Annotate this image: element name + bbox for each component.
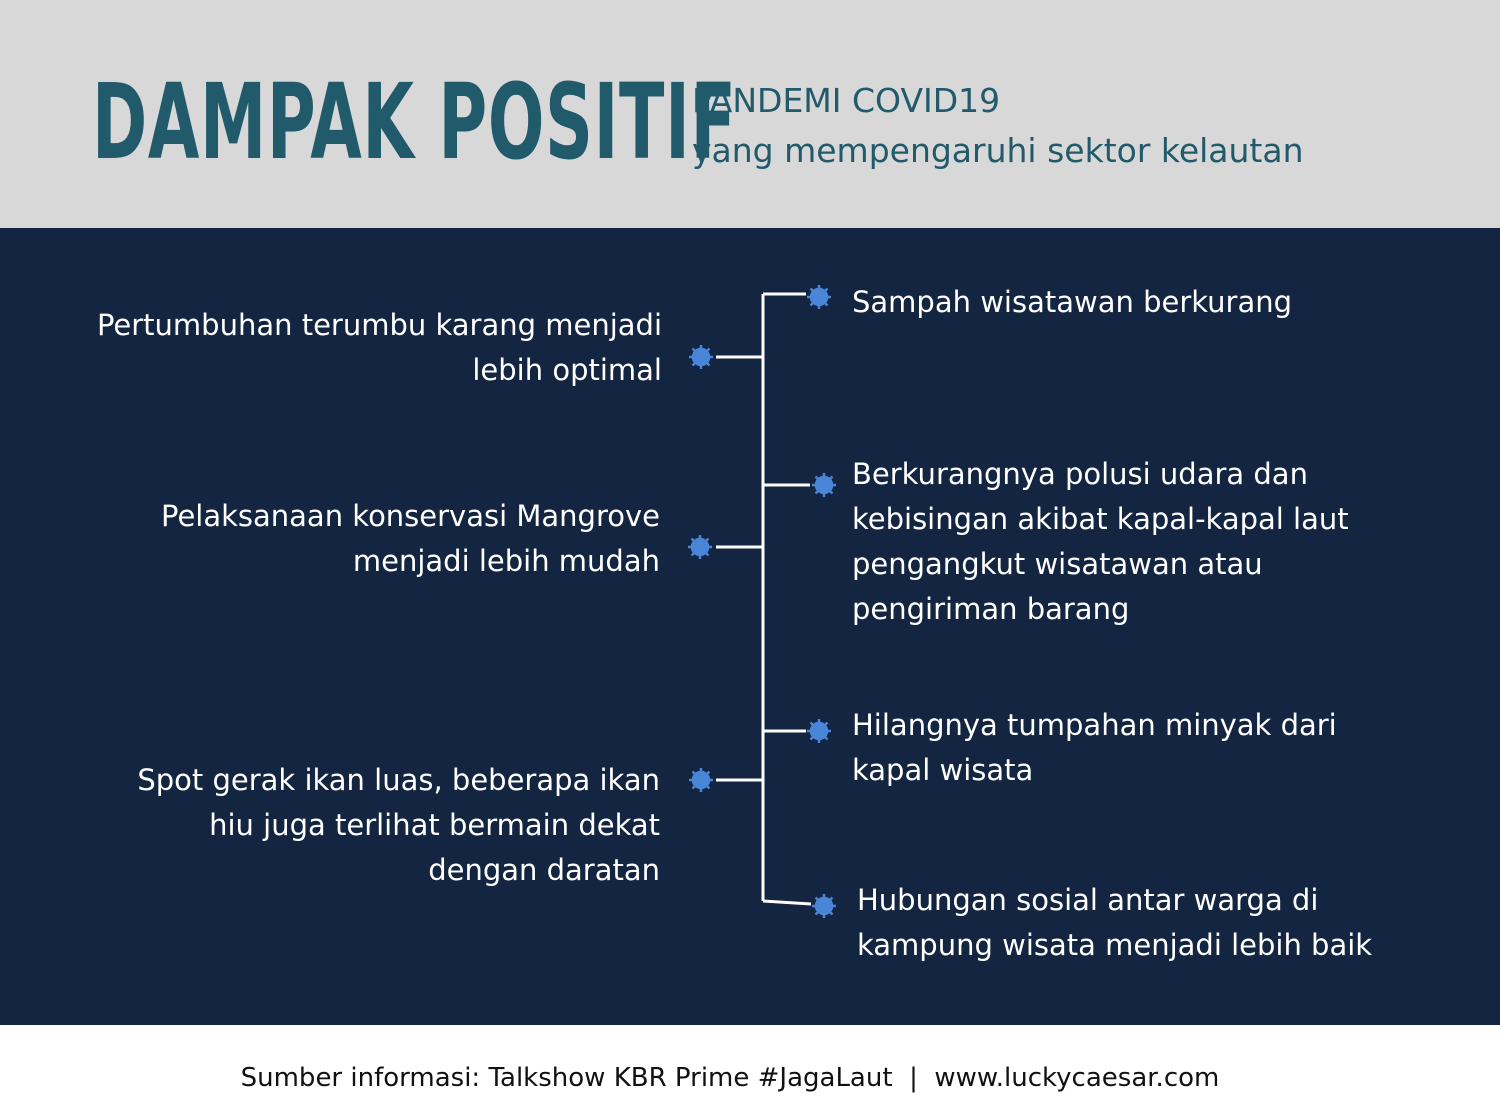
left-item-line: menjadi lebih mudah [352, 544, 660, 578]
page-title: DAMPAK POSITIF [92, 61, 737, 183]
virus-icon [689, 345, 713, 369]
right-item-line: pengangkut wisatawan atau [852, 547, 1263, 581]
left-item-fish-spots [60, 758, 660, 893]
virus-icon [688, 535, 712, 559]
left-item-line: hiu juga terlihat bermain dekat [209, 808, 660, 842]
left-item-mangrove [60, 494, 660, 584]
left-item-line: Pertumbuhan terumbu karang menjadi [96, 308, 662, 342]
right-item-line: kapal wisata [852, 753, 1034, 787]
left-item-line: Pelaksanaan konservasi Mangrove [160, 499, 660, 533]
left-item-line: lebih optimal [472, 353, 662, 387]
left-item-line: Spot gerak ikan luas, beberapa ikan [137, 763, 660, 797]
connector-right-4 [763, 901, 811, 904]
virus-icon [812, 894, 836, 918]
right-item-oil-spill [852, 703, 1452, 793]
left-item-coral-growth [60, 303, 662, 393]
right-item-line: kebisingan akibat kapal-kapal laut [852, 502, 1349, 536]
right-item-line: Hilangnya tumpahan minyak dari [852, 708, 1337, 742]
source-credit: Sumber informasi: Talkshow KBR Prime #JagaLaut | www.luckycaesar.com [240, 1063, 1220, 1093]
subtitle-line-1: PANDEMI COVID19 [692, 81, 1001, 120]
right-item-social-relations [857, 878, 1467, 968]
virus-icon [689, 768, 713, 792]
subtitle-line-2: yang mempengaruhi sektor kelautan [692, 131, 1304, 170]
right-item-line: pengiriman barang [852, 592, 1130, 626]
right-item-pollution [852, 452, 1452, 632]
virus-icon [807, 719, 831, 743]
virus-icon [812, 473, 836, 497]
right-item-line: Sampah wisatawan berkurang [852, 285, 1293, 319]
right-item-line: Hubungan sosial antar warga di [857, 883, 1319, 917]
right-item-tourist-waste [852, 280, 1452, 325]
right-item-line: Berkurangnya polusi udara dan [852, 457, 1308, 491]
right-item-line: kampung wisata menjadi lebih baik [857, 928, 1373, 962]
virus-icon [807, 285, 831, 309]
left-item-line: dengan daratan [428, 853, 660, 887]
